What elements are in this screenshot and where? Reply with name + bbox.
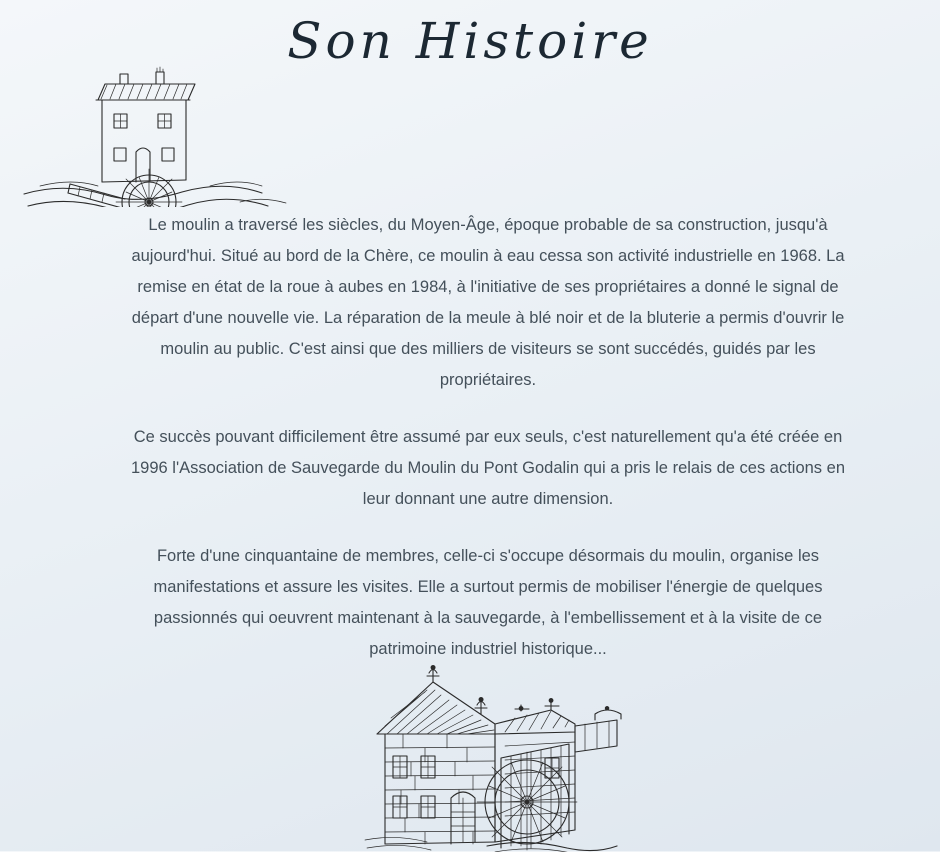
watermill-sketch-bottom: [355, 662, 640, 852]
paragraph-1: Le moulin a traversé les siècles, du Moyen-Âge, époque probable de sa construction, jusqu'à aujourd'hui. Situé au bord de la Chère, ce moulin à eau cessa son activité industrielle en 1968. La remise en état de la roue à aubes en 1984, à l'initiative de ses propriétaires a donné le signal de départ d'une nouvelle vie. La réparation de la meule à blé noir et de la bluterie a permis d'ouvrir le moulin au public. C'est ainsi que des milliers de visiteurs se sont succédés, guidés par les propriétaires.: [131, 216, 845, 389]
article-body: [118, 210, 858, 665]
watermill-sketch-top: [10, 62, 310, 207]
paragraph-3: Forte d'une cinquantaine de membres, celle-ci s'occupe désormais du moulin, organise les manifestations et assure les visites. Elle a surtout permis de mobiliser l'énergie de quelques passionnés qui oeuvrent maintenant à la sauvegarde, à l'embellissement et à la visite de ce patrimoine industriel historique...: [153, 547, 823, 658]
page-title: Son Histoire: [287, 12, 653, 70]
paragraph-2: Ce succès pouvant difficilement être assumé par eux seuls, c'est naturellement qu'a été créée en 1996 l'Association de Sauvegarde du Moulin du Pont Godalin qui a pris le relais de ces actions en leur donnant une autre dimension.: [130, 428, 845, 508]
